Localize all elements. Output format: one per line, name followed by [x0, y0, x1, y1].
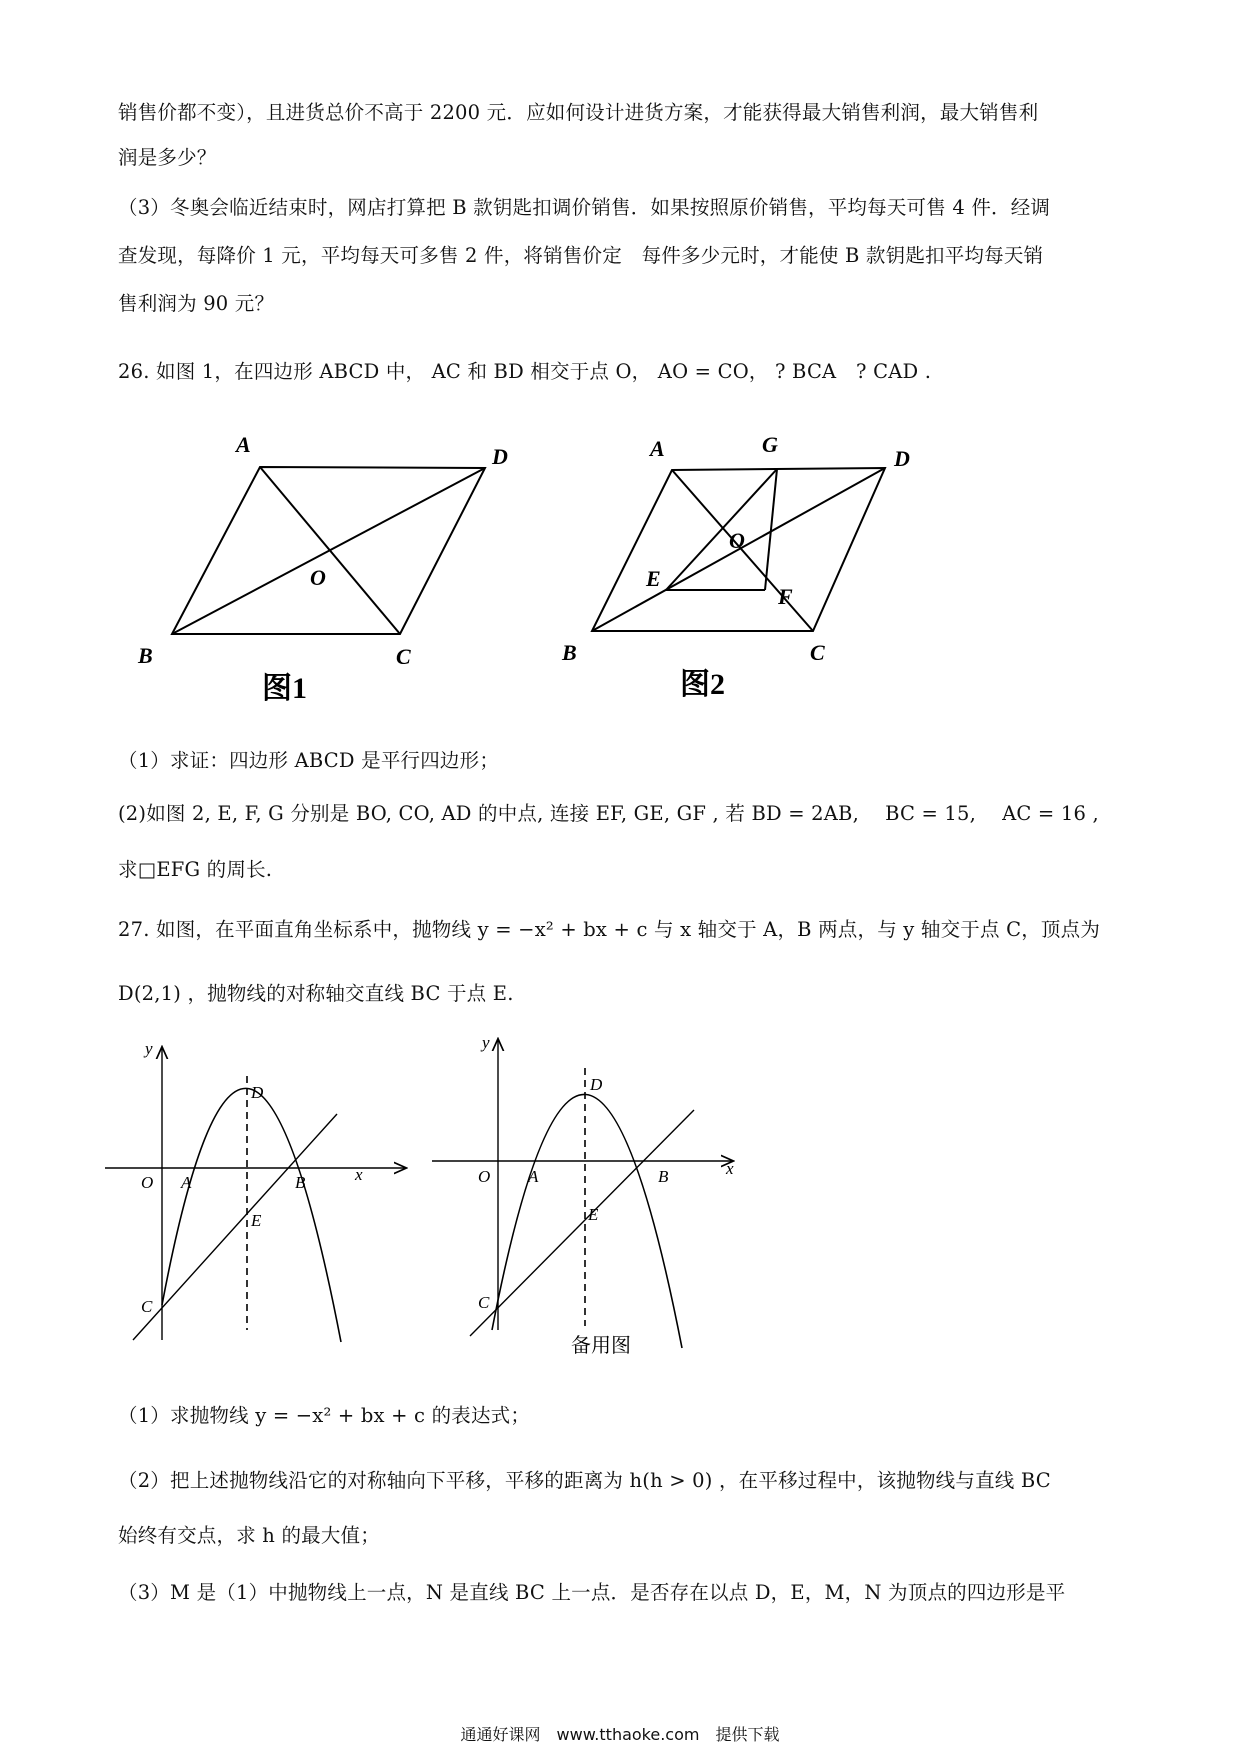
question-27-part-2: （2）把上述抛物线沿它的对称轴向下平移，平移的距离为 h(h > 0) ，在平移过程中，该抛物线与直线 BC: [118, 1469, 1051, 1492]
label-o: O: [729, 528, 745, 553]
text-line-5: 售利润为 90 元？: [118, 292, 275, 315]
label-d: D: [590, 1075, 603, 1094]
text-line-4: 查发现，每降价 1 元，平均每天可多售 2 件，将销售价定 每件多少元时，才能使 B 款钥匙扣平均每天销: [118, 244, 1044, 267]
label-e: E: [251, 1211, 262, 1230]
question-27-continued: D(2,1) ，抛物线的对称轴交直线 BC 于点 E.: [118, 982, 514, 1005]
question-27-part-2-continued: 始终有交点，求 h 的最大值；: [118, 1524, 380, 1547]
question-26-part-2: (2)如图 2, E, F, G 分别是 BO, CO, AD 的中点, 连接 EF, GE, GF , 若 BD = 2AB, BC = 15, AC = 16 ,: [118, 802, 1099, 825]
label-a: A: [650, 436, 665, 461]
label-a: A: [181, 1173, 192, 1192]
label-e: E: [646, 566, 661, 591]
label-c: C: [478, 1293, 490, 1312]
label-o: O: [141, 1173, 154, 1192]
label-b: B: [562, 640, 577, 665]
text-line-3: （3）冬奥会临近结束时，网店打算把 B 款钥匙扣调价销售．如果按照原价销售，平均每天可售 4 件．经调: [118, 196, 1051, 219]
label-f: F: [778, 584, 793, 609]
page-footer: 通通好课网 www.tthaoke.com 提供下载: [460, 1725, 780, 1744]
label-c: C: [810, 640, 825, 665]
label-x: x: [355, 1165, 363, 1184]
figure-2: [550, 420, 930, 710]
figure-1-caption: 图1: [262, 672, 307, 705]
label-b: B: [295, 1173, 306, 1192]
label-a: A: [528, 1167, 539, 1186]
label-b: B: [658, 1167, 669, 1186]
label-a: A: [236, 432, 251, 457]
label-o: O: [478, 1167, 491, 1186]
label-x: x: [726, 1159, 734, 1178]
question-27: 27. 如图，在平面直角坐标系中，抛物线 y = −x² + bx + c 与 x 轴交于 A，B 两点，与 y 轴交于点 C，顶点为: [118, 918, 1101, 941]
label-o: O: [310, 565, 326, 590]
label-c: C: [396, 644, 411, 669]
label-d: D: [894, 446, 910, 471]
backup-graph-caption: 备用图: [571, 1335, 631, 1357]
question-27-part-3: （3）M 是（1）中抛物线上一点，N 是直线 BC 上一点．是否存在以点 D，E，M，N 为顶点的四边形是平: [118, 1581, 1066, 1604]
question-27-part-1: （1）求抛物线 y = −x² + bx + c 的表达式；: [118, 1404, 531, 1427]
question-26-part-3: 求□EFG 的周长.: [118, 858, 273, 881]
label-d: D: [492, 444, 508, 469]
question-26: 26. 如图 1，在四边形 ABCD 中， AC 和 BD 相交于点 O， AO = CO， ? BCA ? CAD .: [118, 360, 932, 383]
label-y: y: [482, 1033, 490, 1052]
label-c: C: [141, 1297, 153, 1316]
question-26-part-1: （1）求证：四边形 ABCD 是平行四边形；: [118, 749, 500, 772]
backup-graph-figure: [432, 1030, 752, 1360]
label-b: B: [138, 643, 153, 668]
text-line-1: 销售价都不变），且进货总价不高于 2200 元．应如何设计进货方案，才能获得最大销售利润，最大销售利: [118, 101, 1039, 124]
label-d: D: [251, 1083, 264, 1102]
label-g: G: [762, 432, 778, 457]
graph-figure: [105, 1030, 425, 1350]
label-y: y: [145, 1039, 153, 1058]
line-bc: [470, 1110, 694, 1336]
line-bc: [133, 1114, 337, 1340]
parabola: [492, 1094, 682, 1348]
diagonal-bd: [172, 468, 485, 634]
text-line-2: 润是多少？: [118, 146, 217, 169]
figure-1: [120, 420, 540, 710]
figure-2-caption: 图2: [680, 668, 725, 701]
label-e: E: [588, 1205, 599, 1224]
